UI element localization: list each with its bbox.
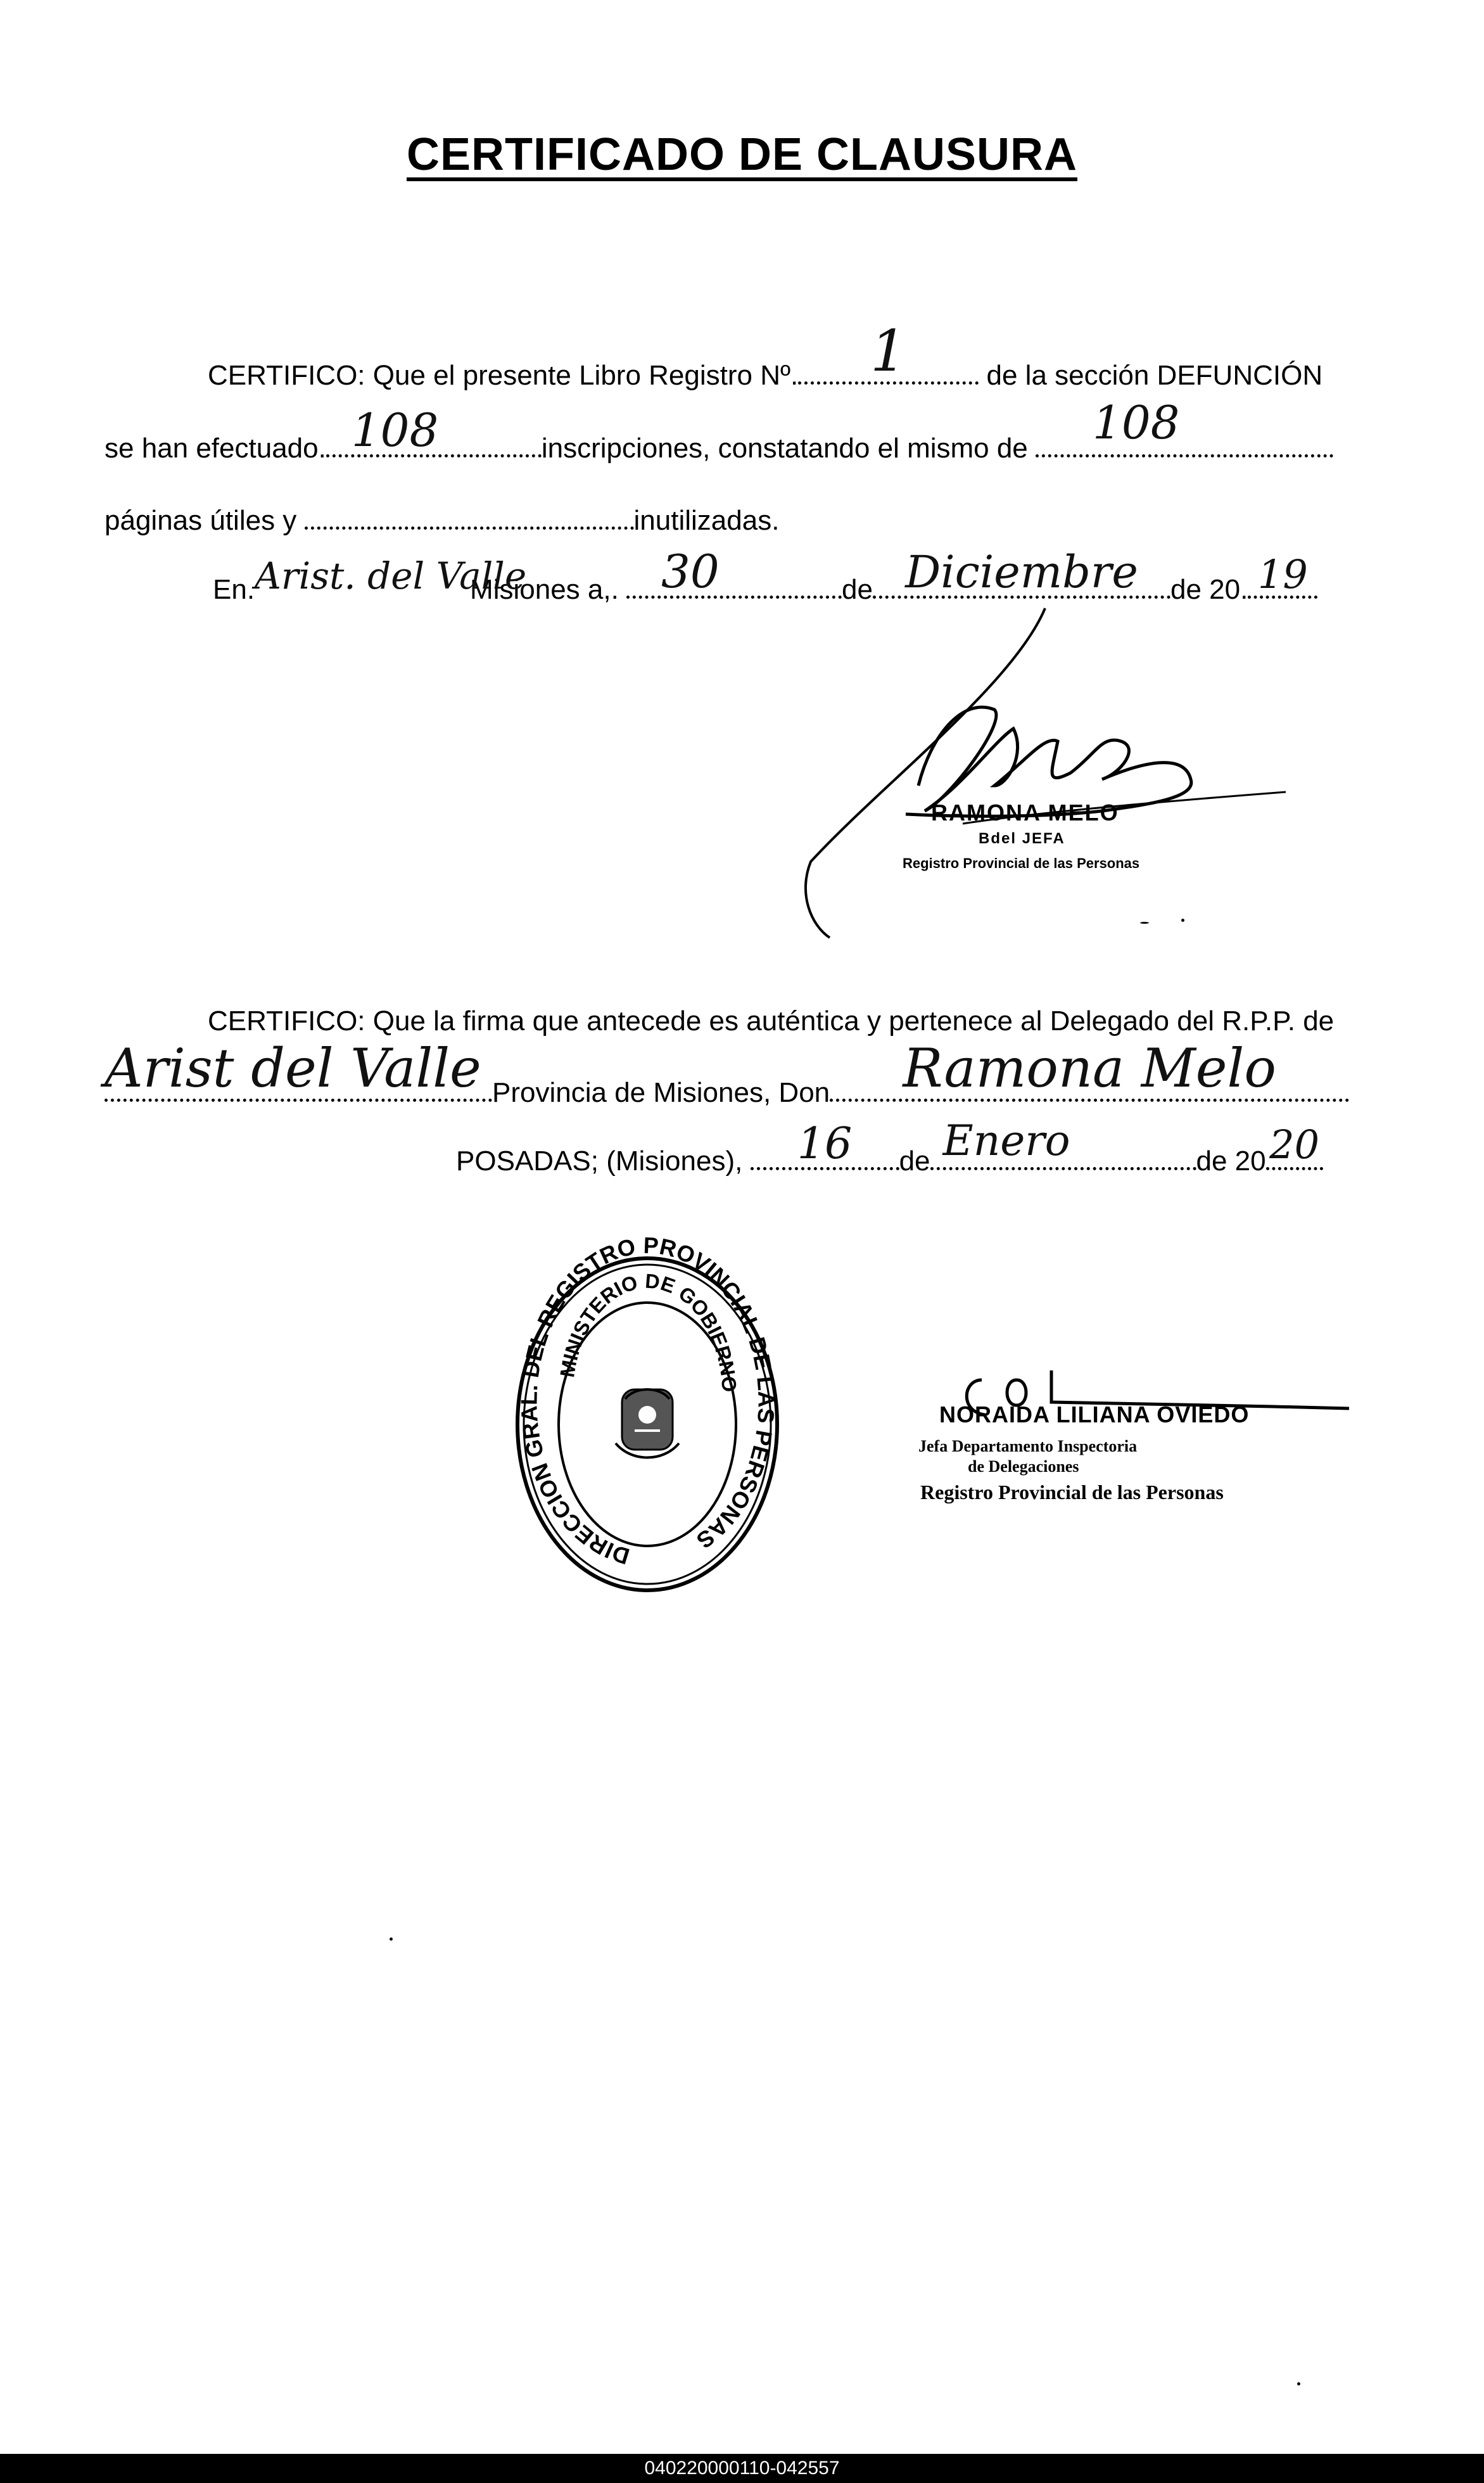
dia2-handwritten: 16 [797,1119,853,1169]
scan-footer-id: 040220000110-042557 [0,2454,1484,2483]
libro-no-handwritten: 1 [870,318,907,385]
dia-handwritten: 30 [661,545,720,598]
para2-line1: CERTIFICO: Que la firma que antecede es auténtica y pertenece al Delegado del R.P.P. de [208,1005,1335,1037]
seal-inner-text: MINISTERIO DE GOBIERNO [555,1269,741,1393]
don-handwritten: Ramona Melo [903,1037,1276,1099]
anio2-handwritten: 20 [1269,1121,1320,1168]
scan-speck [1181,919,1184,922]
inscripciones-handwritten: 108 [351,404,439,457]
signature1-office: Registro Provincial de las Personas [903,855,1140,871]
dia2-field [751,1119,899,1170]
signature2-office: Registro Provincial de las Personas [920,1481,1224,1503]
para1-line3: páginas útiles y inutilizadas. [105,505,780,536]
don-field [830,1037,1349,1102]
inutilizadas-field [305,520,634,530]
seal-outer-text: DIRECCION GRAL. DEL REGISTRO PROVINCIAL DE LAS PERSONAS [516,1232,780,1570]
mes-handwritten: Diciembre [905,546,1138,598]
mes2-handwritten: Enero [942,1116,1070,1165]
paginas-field [1036,396,1333,457]
signature1-name: RAMONA MELO [931,800,1119,826]
signature2-role2: de Delegaciones [968,1457,1079,1476]
anio-handwritten: 19 [1257,551,1308,597]
signature1-role: Bdel JEFA [979,830,1065,847]
para2-line2: Arist del Valle Provincia de Misiones, Don Ramona Melo [105,1077,1349,1109]
para1-line1: CERTIFICO: Que el presente Libro Registro Nº. 1 de la sección DEFUNCIÓN [208,318,1323,391]
scan-speck [390,1937,393,1941]
paginas-handwritten: 108 [1093,396,1180,449]
official-seal [514,1232,780,1595]
lugar-field [255,554,527,599]
lugar2-field [105,1037,492,1102]
scan-speck [1297,2382,1300,2385]
scan-speck [1140,922,1149,924]
document-title: CERTIFICADO DE CLAUSURA [407,129,1077,180]
mes2-field [930,1116,1196,1170]
para2-line3: POSADAS; (Misiones), 16 de Enero de 20 20 [456,1146,1323,1177]
signature2-role1: Jefa Departamento Inspectoria [918,1437,1138,1455]
signature-ramona-melo-drawing [804,596,1298,950]
inscripciones-field [326,404,542,457]
lugar-handwritten: Arist. del Valle [255,554,527,597]
para1-line2: se han efectuado. 108 inscripciones, constatando el mismo de 108 [105,433,1333,464]
lugar2-handwritten: Arist del Valle [105,1037,481,1099]
para1-line4: En. Arist. del Valle Misiones a,. 30 de Diciembre de 20. 19 [213,574,1317,606]
signature2-name: NORAIDA LILIANA OVIEDO [939,1401,1250,1427]
anio2-field [1266,1121,1323,1170]
seal-emblem-icon [616,1389,679,1458]
libro-no-field [798,318,979,385]
